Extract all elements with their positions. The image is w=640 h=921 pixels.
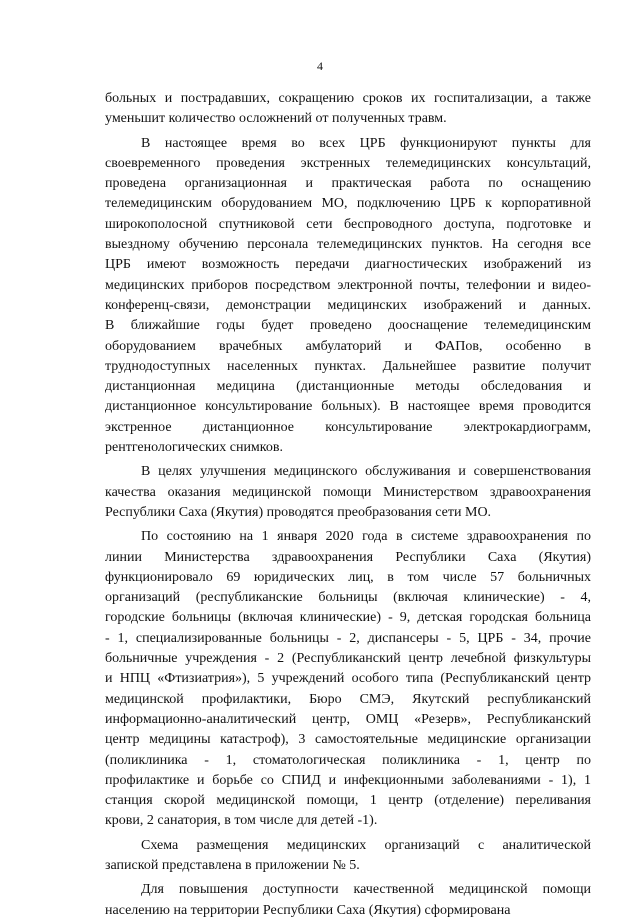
text-line: медицинской профилактики, Бюро СМЭ, Якутский республиканский bbox=[105, 691, 591, 707]
text-line: информационно-аналитический центр, ОМЦ «Резерв», Республиканский bbox=[105, 711, 591, 727]
text-line: больных и пострадавших, сокращению сроков их госпитализации, а также bbox=[105, 91, 591, 106]
text-line: крови, 2 санатория, в том числе для детей -1). bbox=[105, 813, 378, 829]
paragraph bbox=[105, 527, 591, 831]
text-line: Республики Саха (Якутия) проводятся преобразования сети МО. bbox=[105, 504, 492, 520]
text-line: организаций (республиканские больницы (включая клинические) - 4, bbox=[105, 590, 591, 606]
text-line: Для повышения доступности качественной медицинской помощи bbox=[141, 882, 591, 898]
paragraph bbox=[105, 836, 591, 877]
text-line: оборудованием врачебных амбулаторий и ФАПов, особенно в bbox=[105, 338, 591, 354]
text-line: Схема размещения медицинских организаций с аналитической bbox=[141, 837, 591, 853]
paragraph bbox=[105, 880, 591, 921]
paragraph bbox=[105, 462, 591, 523]
text-line: запиской представлена в приложении № 5. bbox=[105, 857, 360, 873]
text-line: дистанционное консультирование больных). В настоящее время проводится bbox=[105, 399, 591, 415]
text-line: качества оказания медицинской помощи Министерством здравоохранения bbox=[105, 484, 591, 500]
text-line: экстренное дистанционное консультирование электрокардиограмм, bbox=[105, 419, 591, 435]
text-line: медицинских приборов посредством электронной почты, телефонии и видео- bbox=[105, 277, 591, 293]
text-line: уменьшит количество осложнений от полученных травм. bbox=[105, 111, 447, 127]
text-line: профилактике и борьбе со СПИД и инфекционными заболеваниями - 1), 1 bbox=[105, 772, 591, 788]
text-line: телемедицинским оборудованием МО, подключению ЦРБ к корпоративной bbox=[105, 196, 591, 212]
paragraph bbox=[105, 89, 591, 130]
text-line: широкополосной спутниковой сети беспроводного доступа, подготовке и bbox=[105, 216, 591, 232]
text-line: центр медицины катастроф), 3 самостоятельные медицинские организации bbox=[105, 732, 591, 748]
text-line: В целях улучшения медицинского обслуживания и совершенствования bbox=[141, 464, 591, 480]
text-line: (поликлиника - 1, стоматологическая поликлиника - 1, центр по bbox=[105, 752, 591, 768]
text-line: населению на территории Республики Саха (Якутия) сформирована bbox=[105, 902, 511, 918]
text-line: проведена организационная и практическая работа по оснащению bbox=[105, 176, 591, 192]
text-line: и НПЦ «Фтизиатрия»), 5 учреждений особого типа (Республиканский центр bbox=[105, 671, 591, 687]
text-line: В настоящее время во всех ЦРБ функционируют пункты для bbox=[141, 135, 591, 151]
text-line: больничные учреждения - 2 (Республиканский центр лечебной физкультуры bbox=[105, 651, 591, 667]
text-line: труднодоступных населенных пунктах. Дальнейшее развитие получит bbox=[105, 358, 591, 374]
text-line: конференц-связи, демонстрации медицинских изображений и данных. bbox=[105, 297, 591, 313]
text-line: станция скорой медицинской помощи, 1 центр (отделение) переливания bbox=[105, 793, 591, 809]
text-line: городские больницы (включая клинические) - 9, детская городская больница bbox=[105, 610, 591, 626]
text-line: дистанционная медицина (дистанционные методы обследования и bbox=[105, 379, 591, 395]
page-number: 4 bbox=[317, 59, 323, 73]
text-line: рентгенологических снимков. bbox=[105, 440, 283, 456]
text-line: выездному обучению персонала телемедицинских пунктов. На сегодня все bbox=[105, 237, 591, 253]
text-line: своевременного проведения экстренных телемедицинских консультаций, bbox=[105, 155, 591, 171]
text-line: В ближайшие годы будет проведено дооснащение телемедицинским bbox=[105, 318, 591, 334]
text-line: функционировало 69 юридических лиц, в том числе 57 больничных bbox=[105, 569, 591, 585]
text-line: ЦРБ имеют возможность передачи диагностических изображений из bbox=[105, 257, 591, 273]
text-line: По состоянию на 1 января 2020 года в системе здравоохранения по bbox=[141, 529, 591, 545]
text-line: - 1, специализированные больницы - 2, диспансеры - 5, ЦРБ - 34, прочие bbox=[105, 630, 591, 646]
document-body bbox=[105, 89, 591, 921]
paragraph bbox=[105, 134, 591, 459]
text-line: линии Министерства здравоохранения Республики Саха (Якутия) bbox=[105, 549, 591, 565]
